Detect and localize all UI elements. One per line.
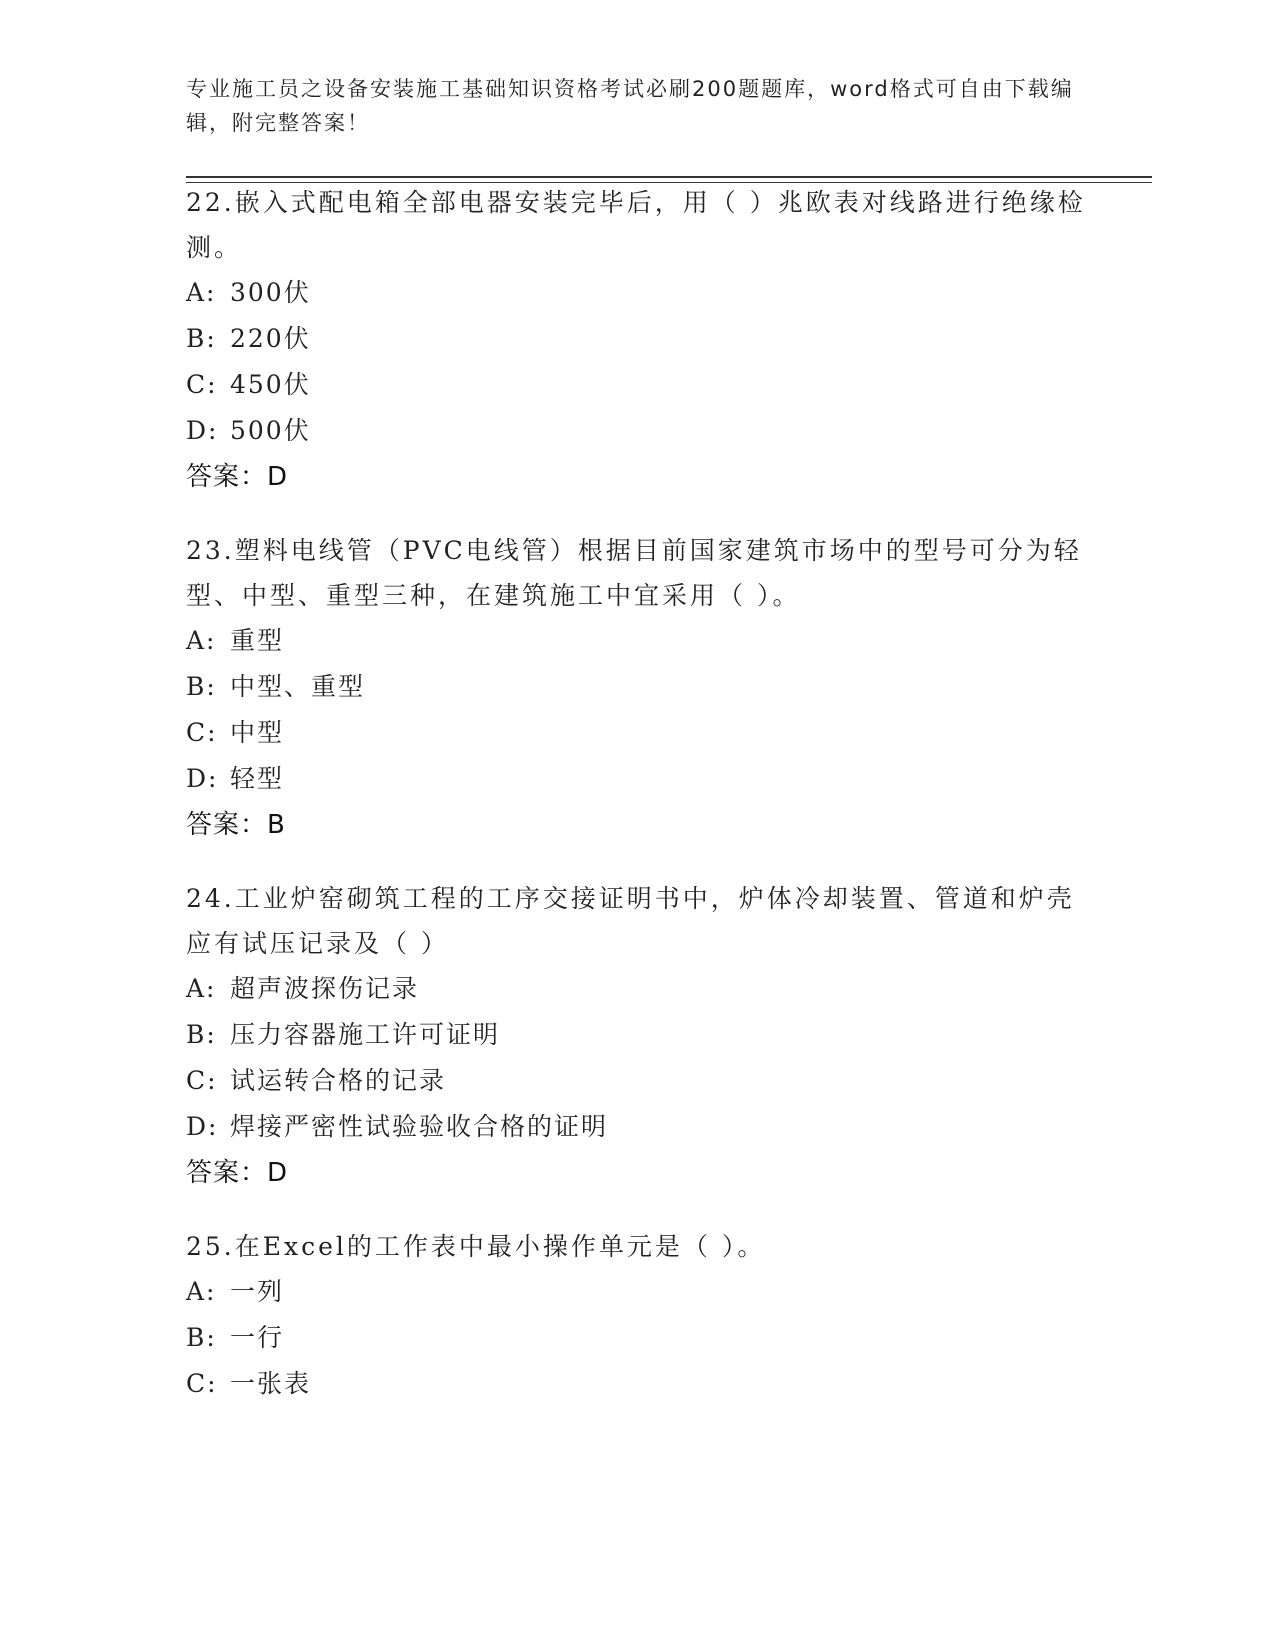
option-text: 220伏: [230, 324, 311, 353]
option-text: 300伏: [230, 278, 311, 307]
option-text: 轻型: [230, 764, 285, 793]
option-text: 中型: [230, 718, 285, 747]
option-c: [186, 1361, 1086, 1407]
option-a: [186, 966, 1086, 1012]
option-b: [186, 316, 1086, 362]
option-b: [186, 1012, 1086, 1058]
option-letter: C:: [186, 1066, 218, 1095]
option-text: 试运转合格的记录: [230, 1066, 447, 1095]
option-letter: D:: [186, 764, 219, 793]
question-24: [186, 876, 1086, 1196]
option-text: 压力容器施工许可证明: [230, 1020, 501, 1049]
option-a: [186, 1269, 1086, 1315]
answer: 答案：D: [186, 1158, 289, 1188]
option-d: [186, 756, 1086, 802]
question-23: [186, 528, 1086, 848]
option-letter: A:: [186, 626, 217, 655]
option-letter: B:: [186, 324, 217, 353]
header-divider: [186, 176, 1152, 178]
question-stem: 22.嵌入式配电箱全部电器安装完毕后，用（ ）兆欧表对线路进行绝缘检测。: [186, 188, 1086, 262]
option-text: 一行: [230, 1323, 285, 1352]
document-header: 专业施工员之设备安装施工基础知识资格考试必刷200题题库，word格式可自由下载编辑，附完整答案！: [186, 77, 1074, 135]
option-letter: C:: [186, 718, 218, 747]
option-letter: A:: [186, 278, 217, 307]
option-letter: D:: [186, 416, 219, 445]
question-25: [186, 1224, 1086, 1407]
option-letter: A:: [186, 974, 217, 1003]
option-text: 超声波探伤记录: [230, 974, 420, 1003]
question-stem: 24.工业炉窑砌筑工程的工序交接证明书中，炉体冷却装置、管道和炉壳应有试压记录及（ ）: [186, 884, 1075, 958]
answer: 答案：B: [186, 810, 286, 840]
answer: 答案：D: [186, 462, 289, 492]
option-text: 一列: [230, 1277, 285, 1306]
question-stem: 25.在Excel的工作表中最小操作单元是（ ）。: [186, 1232, 766, 1261]
option-d: [186, 408, 1086, 454]
option-letter: D:: [186, 1112, 219, 1141]
option-letter: B:: [186, 672, 217, 701]
question-stem: 23.塑料电线管（PVC电线管）根据目前国家建筑市场中的型号可分为轻型、中型、重型三种，在建筑施工中宜采用（ ）。: [186, 536, 1082, 610]
option-text: 450伏: [230, 370, 311, 399]
option-c: [186, 362, 1086, 408]
option-a: [186, 618, 1086, 664]
option-letter: B:: [186, 1020, 217, 1049]
option-letter: C:: [186, 370, 218, 399]
option-letter: B:: [186, 1323, 217, 1352]
option-c: [186, 1058, 1086, 1104]
option-b: [186, 1315, 1086, 1361]
option-a: [186, 270, 1086, 316]
option-b: [186, 664, 1086, 710]
question-22: [186, 180, 1086, 500]
option-d: [186, 1104, 1086, 1150]
option-text: 500伏: [230, 416, 311, 445]
option-c: [186, 710, 1086, 756]
option-letter: C:: [186, 1369, 218, 1398]
option-text: 焊接严密性试验验收合格的证明: [230, 1112, 609, 1141]
option-text: 一张表: [230, 1369, 312, 1398]
option-text: 重型: [230, 626, 285, 655]
option-text: 中型、重型: [230, 672, 366, 701]
option-letter: A:: [186, 1277, 217, 1306]
